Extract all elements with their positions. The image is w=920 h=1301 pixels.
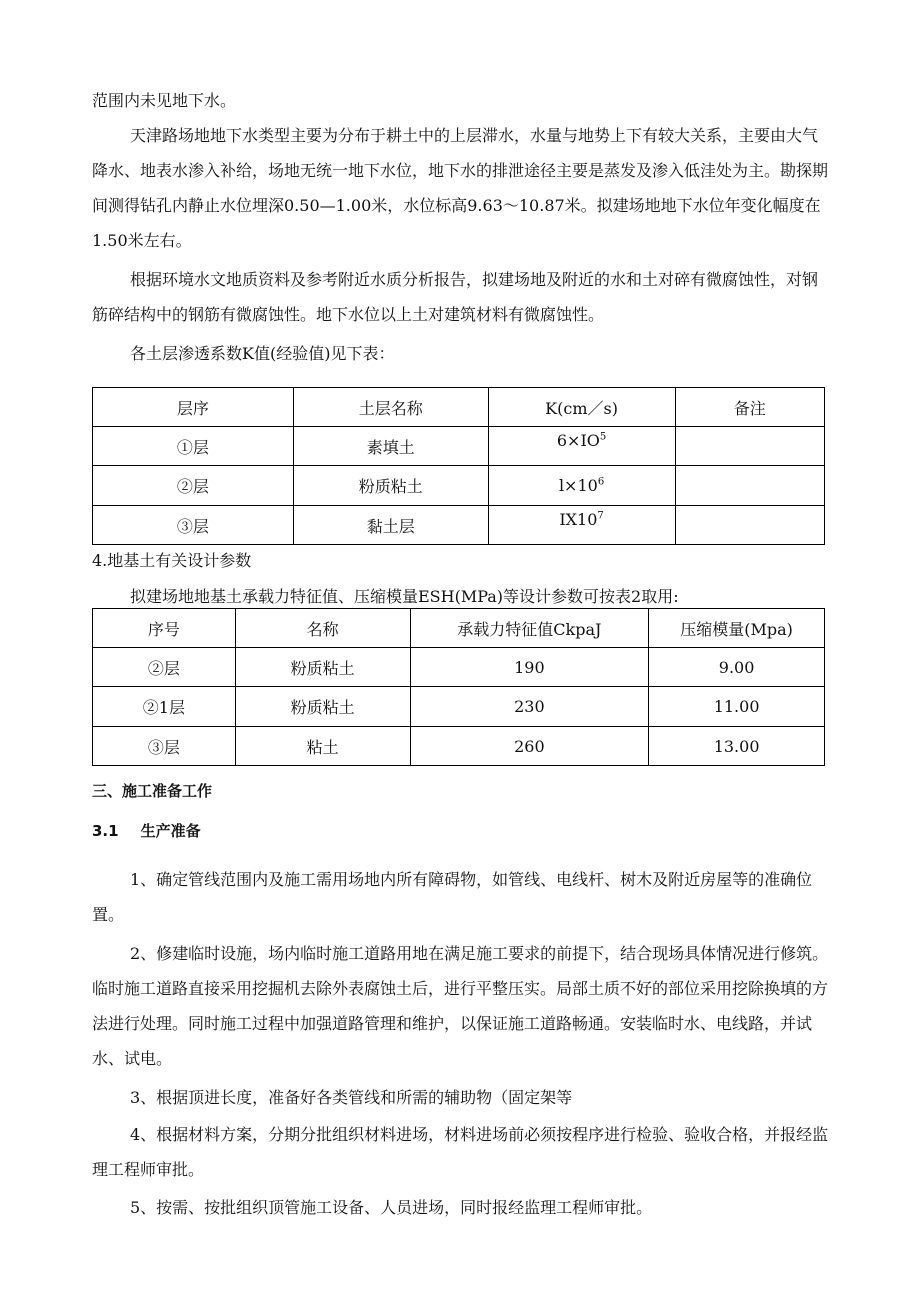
table-row: [93, 687, 825, 727]
soil-name-cell: 粘土: [235, 727, 410, 766]
soil-name-cell: 粉质粘土: [293, 466, 488, 506]
column-header: 压缩模量(Mpa): [649, 609, 825, 648]
column-header: 序号: [93, 609, 236, 648]
note-cell: [675, 466, 825, 506]
soil-name-cell: 粉质粘土: [235, 687, 410, 727]
table-row: [93, 727, 825, 766]
table-row: [93, 648, 825, 687]
compression-modulus-cell: 11.00: [649, 687, 825, 727]
k-value-cell: [488, 466, 675, 506]
compression-modulus-cell: 13.00: [649, 727, 825, 766]
sequence-cell: ③层: [93, 727, 236, 766]
prep-item-3: 3、根据顶进长度，准备好各类管线和所需的辅助物（固定架等: [130, 1088, 573, 1107]
k-value-exponent: 6: [597, 476, 605, 488]
section-4-text: 拟建场地地基土承载力特征值、压缩模量ESH(MPa)等设计参数可按表2取用:: [130, 587, 679, 606]
column-header: 名称: [235, 609, 410, 648]
k-value-cell: [488, 427, 675, 466]
column-header: 备注: [675, 388, 825, 427]
table-header-row: [93, 388, 825, 427]
k-value-cell: [488, 506, 675, 545]
compression-modulus-cell: 9.00: [649, 648, 825, 687]
section-3-1-heading: [92, 820, 201, 841]
prep-item-2: 2、修建临时设施，场内临时施工道路用地在满足施工要求的前提下，结合现场具体情况进行修筑。临时施工道路直接采用挖掘机去除外表腐蚀土后，进行平整压实。局部土质不好的部位采用挖除换填的方法进行处理。同时施工过程中加强道路管理和维护，以保证施工道路畅通。安装临时水、电线路，并试水、试电。: [92, 944, 829, 1068]
paragraph-corrosion: 根据环境水文地质资料及参考附近水质分析报告，拟建场地及附近的水和土对碎有微腐蚀性，对钢筋碎结构中的钢筋有微腐蚀性。地下水位以上土对建筑材料有微腐蚀性。: [92, 270, 819, 324]
note-cell: [675, 506, 825, 545]
soil-name-cell: 素填土: [293, 427, 488, 466]
permeability-table: [92, 387, 825, 545]
section-3-1-number: 3.1: [92, 822, 119, 840]
chapter-3-title: 三、施工准备工作: [92, 782, 213, 800]
layer-cell: ②层: [93, 466, 294, 506]
k-value-base: 6×IO: [556, 431, 600, 450]
sequence-cell: ②1层: [93, 687, 236, 727]
section-4-title: 4.地基土有关设计参数: [92, 551, 252, 570]
prep-item-5: 5、按需、按批组织顶管施工设备、人员进场，同时报经监理工程师审批。: [130, 1198, 653, 1217]
prep-item-1: 1、确定管线范围内及施工需用场地内所有障碍物，如管线、电线杆、树木及附近房屋等的准确位置。: [92, 870, 813, 924]
bearing-capacity-cell: 260: [410, 727, 649, 766]
note-cell: [675, 427, 825, 466]
section-3-1-title: 生产准备: [140, 822, 201, 840]
column-header: 土层名称: [293, 388, 488, 427]
paragraph-permeability-intro: 各土层渗透系数K值(经验值)见下表：: [130, 344, 395, 363]
k-value-base: l×10: [558, 476, 598, 495]
bearing-capacity-cell: 190: [410, 648, 649, 687]
column-header: K(cm／s): [488, 388, 675, 427]
paragraph-groundwater-type: 天津路场地地下水类型主要为分布于耕土中的上层滞水，水量与地势上下有较大关系，主要由大气降水、地表水渗入补给，场地无统一地下水位，地下水的排泄途径主要是蒸发及渗入低洼处为主。勘探期间测得钻孔内静止水位埋深0.50—1.00米，水位标高9.63～10.87米。拟建场地地下水位年变化幅度在1.50米左右。: [92, 126, 829, 250]
table-row: [93, 506, 825, 545]
layer-cell: ①层: [93, 427, 294, 466]
paragraph-groundwater-absent: 范围内未见地下水。: [92, 91, 237, 110]
soil-name-cell: 黏土层: [293, 506, 488, 545]
design-parameters-table: [92, 608, 825, 766]
sequence-cell: ②层: [93, 648, 236, 687]
k-value-base: IX10: [559, 510, 598, 529]
k-value-exponent: 5: [599, 431, 607, 443]
prep-item-4: 4、根据材料方案，分期分批组织材料进场，材料进场前必须按程序进行检验、验收合格，并报经监理工程师审批。: [92, 1125, 829, 1179]
table-row: [93, 466, 825, 506]
column-header: 承载力特征值CkpaJ: [410, 609, 649, 648]
soil-name-cell: 粉质粘土: [235, 648, 410, 687]
layer-cell: ③层: [93, 506, 294, 545]
table-header-row: [93, 609, 825, 648]
table-row: [93, 427, 825, 466]
column-header: 层序: [93, 388, 294, 427]
k-value-exponent: 7: [597, 510, 604, 522]
bearing-capacity-cell: 230: [410, 687, 649, 727]
